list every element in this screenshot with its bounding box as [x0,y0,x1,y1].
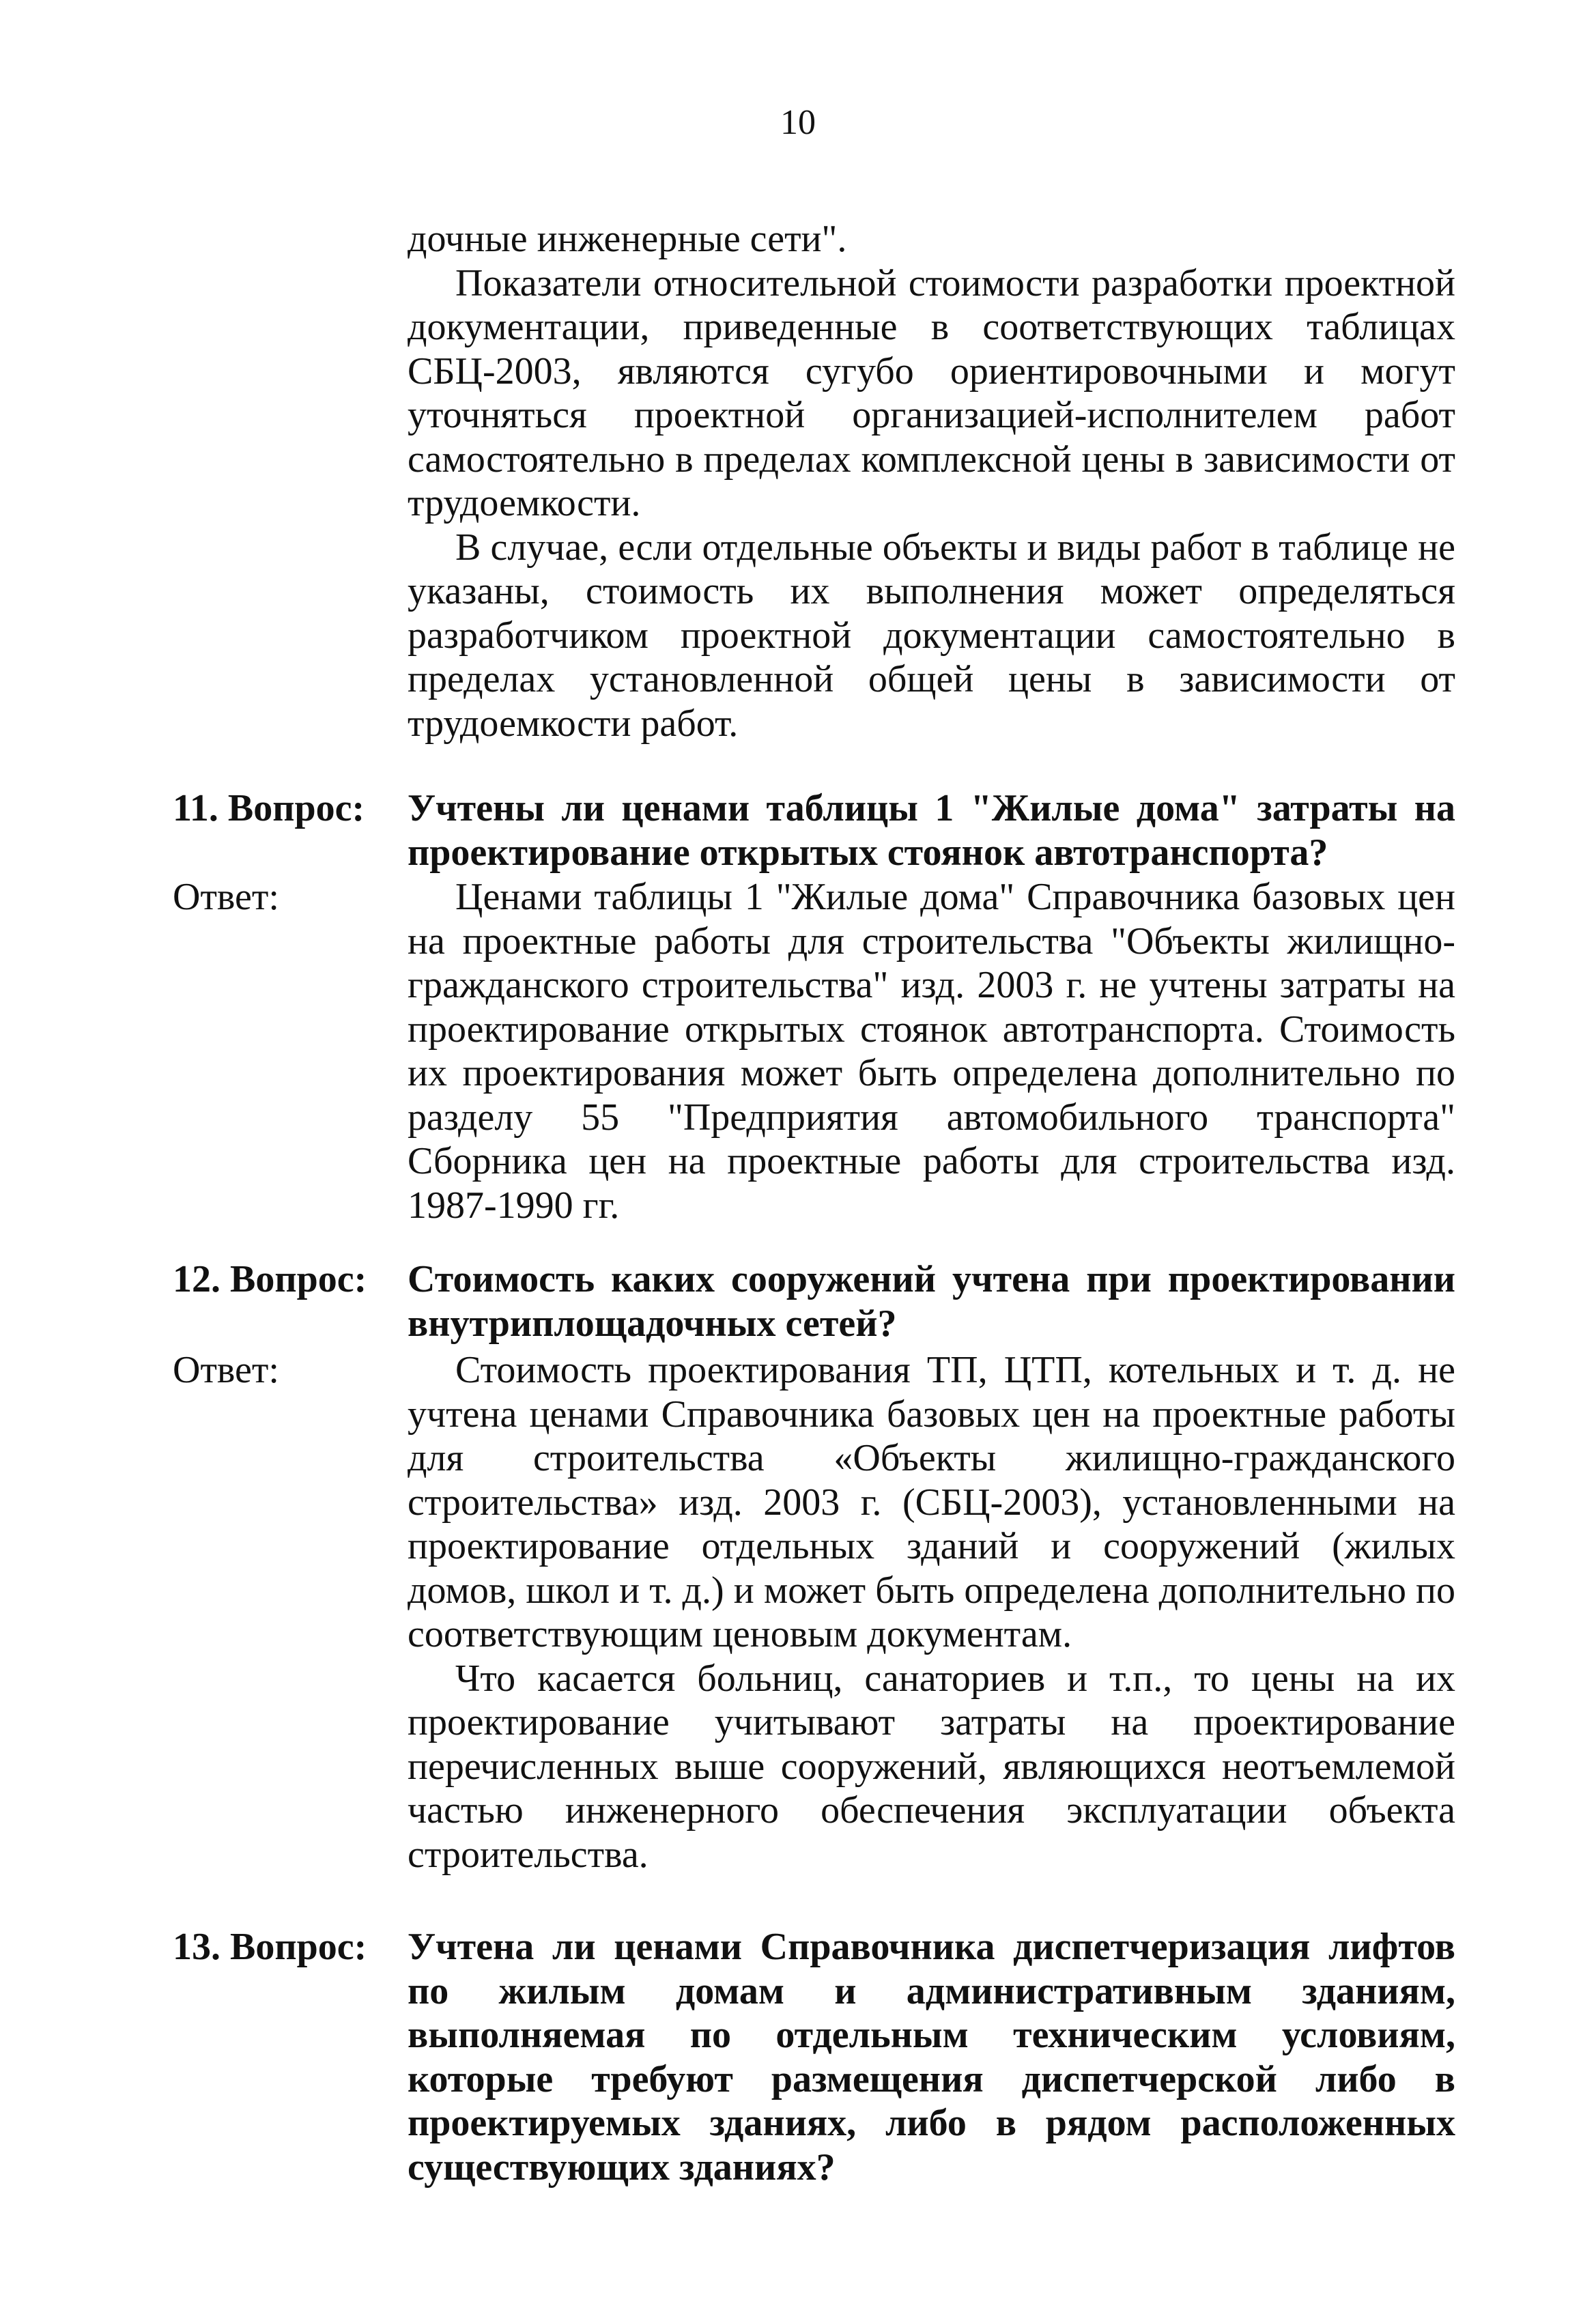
intro-continuation: дочные инженерные сети". [408,218,847,260]
answer-paragraph: Что касается больниц, санаториев и т.п., то цены на их проектирование учитывают затраты на проектирование перечисленных выше сооружений, являющихся неотъемлемой частью инженерного обеспечения эксплуатации объекта строительства. [408,1657,1455,1876]
answer-block [408,875,1455,1227]
intro-paragraph: Показатели относительной стоимости разработки проектной документации, приведенные в соответствующих таблицах СБЦ-2003, являются сугубо ориентировочными и могут уточняться проектной организацией-исполнителем работ самостоятельно в пределах комплексной цены в зависимости от трудоемкости. [408,261,1455,524]
question-text: Учтены ли ценами таблицы 1 "Жилые дома" затраты на проектирование открытых стоянок автотранспорта? [408,787,1455,874]
answer-block [408,1348,1455,1877]
question-text: Учтена ли ценами Справочника диспетчеризация лифтов по жилым домам и административным зданиям, выполняемая по отдельным техническим условиям, которые требуют размещения диспетчерской либо в проектируемых зданиях, либо в рядом расположенных существующих зданиях? [408,1926,1455,2189]
answer-paragraph: Ценами таблицы 1 "Жилые дома" Справочника базовых цен на проектные работы для строительства "Объекты жилищно-гражданского строительства" изд. 2003 г. не учтены затраты на проектирование открытых стоянок автотранспорта. Стоимость их проектирования может быть определена дополнительно по разделу 55 "Предприятия автомобильного транспорта" Сборника цен на проектные работы для строительства изд. 1987-1990 гг. [408,876,1455,1227]
intro-paragraph: В случае, если отдельные объекты и виды работ в таблице не указаны, стоимость их выполнения может определяться разработчиком проектной документации самостоятельно в пределах установленной общей цены в зависимости от трудоемкости работ. [408,526,1455,745]
question-text: Стоимость каких сооружений учтена при проектировании внутриплощадочных сетей? [408,1258,1455,1345]
question-label: 13. Вопрос: [173,1926,367,1968]
intro-block [408,217,1455,745]
question-label: 11. Вопрос: [173,787,365,829]
page-number: 10 [780,103,816,142]
answer-paragraph: Стоимость проектирования ТП, ЦТП, котельных и т. д. не учтена ценами Справочника базовых цен на проектные работы для строительства «Объекты жилищно-гражданского строительства» изд. 2003 г. (СБЦ-2003), установленными на проектирование отдельных зданий и сооружений (жилых домов, школ и т. д.) и может быть определена дополнительно по соответствующим ценовым документам. [408,1349,1455,1655]
answer-label: Ответ: [173,1349,279,1391]
answer-label: Ответ: [173,876,279,918]
question-label: 12. Вопрос: [173,1258,367,1300]
